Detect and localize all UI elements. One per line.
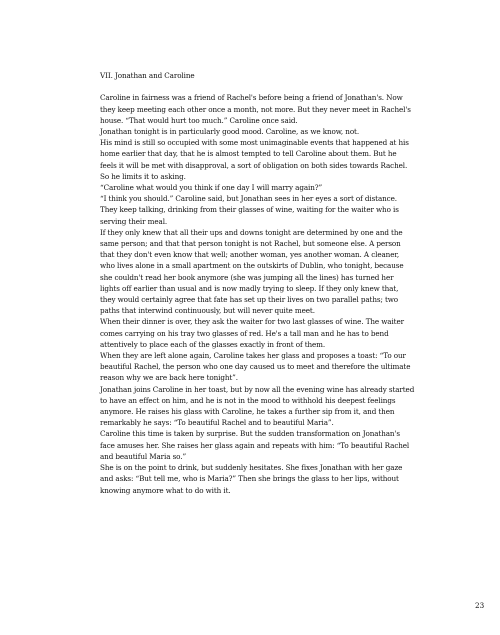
paragraph: His mind is still so occupied with some most unimaginable events that happened at his home earlier that day, that he is almost tempted to tell Caroline about them. But he feels it will be met with disapproval, a sort of obligation on both sides towards Rachel. So he limits it to asking. bbox=[100, 138, 409, 181]
paragraph: Jonathan tonight is in particularly good mood. Caroline, as we know, not. bbox=[100, 127, 360, 136]
paragraph: “Caroline what would you think if one day I will marry again?” bbox=[100, 183, 323, 193]
paragraph: If they only knew that all their ups and downs tonight are determined by one and the same person; and that that person tonight is not Rachel, but someone else. A person that they don't even know that well; another woman, yes another woman. A cleaner, who lives alone in a small apartment on the outskirts of Dublin, who tonight, because she couldn't read her book anymore (she was jumping all the lines) has turned her lights off earlier than usual and is now madly trying to sleep. If they only knew that, they would certainly agree that fate has set up their lives on two parallel paths; two paths that interwind continuously, but will never quite meet. bbox=[100, 227, 404, 316]
page-number: 23 bbox=[475, 601, 485, 610]
chapter-heading: VII. Jonathan and Caroline bbox=[100, 71, 195, 80]
paragraph: When they are left alone again, Caroline takes her glass and proposes a toast: “To our beautiful Rachel, the person who one day caused us to meet and therefore the ultimate reason why we are back here tonight”. bbox=[100, 351, 411, 383]
paragraph: When their dinner is over, they ask the waiter for two last glasses of wine. The waiter comes carrying on his tray two glasses of red. He's a tall man and he has to bend attentively to place each of the glasses exactly in front of them. bbox=[100, 317, 404, 349]
paragraph: She is on the point to drink, but suddenly hesitates. She fixes Jonathan with her gaze and asks: “But tell me, who is Maria?” Then she brings the glass to her lips, without knowing anymore what to do with it. bbox=[100, 463, 403, 495]
paragraph: “I think you should.” Caroline said, but Jonathan sees in her eyes a sort of distance. bbox=[100, 194, 397, 204]
page-content bbox=[100, 70, 415, 496]
paragraph: Caroline this time is taken by surprise. But the sudden transformation on Jonathan's face amuses her. She raises her glass again and repeats with him: “To beautiful Rachel and beautiful Maria so.” bbox=[100, 429, 410, 461]
paragraph: Caroline in fairness was a friend of Rachel's before being a friend of Jonathan's. Now they keep meeting each other once a month, not more. But they never meet in Rachel's house. “That would hurt too much.” Caroline once said. bbox=[100, 93, 411, 125]
paragraph: They keep talking, drinking from their glasses of wine, waiting for the waiter who is serving their meal. bbox=[100, 205, 399, 226]
paragraph: Jonathan joins Caroline in her toast, but by now all the evening wine has already started to have an effect on him, and he is not in the mood to withhold his deepest feelings anymore. He raises his glass with Caroline, he takes a further sip from it, and then remarkably he says: “To beautiful Rachel and to beautiful Maria”. bbox=[100, 384, 415, 428]
